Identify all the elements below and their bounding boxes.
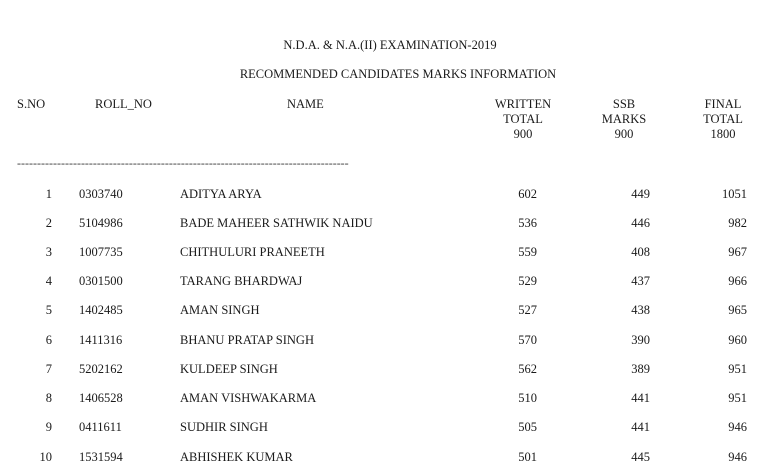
cell-ssb: 389 — [631, 362, 650, 376]
cell-written: 529 — [518, 274, 537, 288]
header-final-total — [698, 97, 748, 142]
cell-ssb: 445 — [631, 450, 650, 464]
cell-name: SUDHIR SINGH — [180, 420, 268, 434]
cell-name: BADE MAHEER SATHWIK NAIDU — [180, 216, 373, 230]
cell-roll-no: 1531594 — [79, 450, 123, 464]
cell-ssb: 437 — [631, 274, 650, 288]
table-row — [0, 216, 768, 232]
cell-ssb: 441 — [631, 420, 650, 434]
table-row — [0, 420, 768, 436]
cell-final: 1051 — [722, 187, 747, 201]
cell-ssb: 438 — [631, 303, 650, 317]
cell-written: 527 — [518, 303, 537, 317]
cell-final: 965 — [728, 303, 747, 317]
cell-name: ABHISHEK KUMAR — [180, 450, 293, 464]
cell-ssb: 441 — [631, 391, 650, 405]
header-ssb-line1: SSB — [612, 97, 636, 111]
header-roll-no: ROLL_NO — [95, 97, 152, 111]
cell-written: 536 — [518, 216, 537, 230]
cell-roll-no: 5104986 — [79, 216, 123, 230]
cell-roll-no: 5202162 — [79, 362, 123, 376]
table-row — [0, 450, 768, 466]
cell-final: 982 — [728, 216, 747, 230]
cell-final: 967 — [728, 245, 747, 259]
table-row — [0, 391, 768, 407]
header-sno: S.NO — [17, 97, 46, 111]
cell-ssb: 408 — [631, 245, 650, 259]
cell-name: BHANU PRATAP SINGH — [180, 333, 314, 347]
cell-name: TARANG BHARDWAJ — [180, 274, 303, 288]
cell-written: 505 — [518, 420, 537, 434]
header-ssb-line2: MARKS — [601, 112, 647, 126]
header-name: NAME — [287, 97, 324, 111]
header-written-line2: TOTAL — [503, 112, 543, 126]
cell-sno: 7 — [45, 362, 52, 376]
header-written-total — [488, 97, 558, 142]
table-row — [0, 362, 768, 378]
table-row — [0, 187, 768, 203]
cell-name: CHITHULURI PRANEETH — [180, 245, 325, 259]
cell-ssb: 446 — [631, 216, 650, 230]
cell-written: 501 — [518, 450, 537, 464]
cell-sno: 8 — [45, 391, 52, 405]
header-final-line1: FINAL — [704, 97, 742, 111]
cell-roll-no: 1007735 — [79, 245, 123, 259]
cell-written: 570 — [518, 333, 537, 347]
cell-final: 946 — [728, 420, 747, 434]
cell-ssb: 390 — [631, 333, 650, 347]
cell-sno: 3 — [45, 245, 52, 259]
cell-roll-no: 0303740 — [79, 187, 123, 201]
cell-written: 602 — [518, 187, 537, 201]
cell-ssb: 449 — [631, 187, 650, 201]
cell-sno: 5 — [45, 303, 52, 317]
table-row — [0, 303, 768, 319]
cell-written: 559 — [518, 245, 537, 259]
cell-final: 951 — [728, 391, 747, 405]
document-subtitle: RECOMMENDED CANDIDATES MARKS INFORMATION — [239, 67, 557, 81]
document-title: N.D.A. & N.A.(II) EXAMINATION-2019 — [283, 38, 497, 52]
table-row — [0, 245, 768, 261]
header-final-line2: TOTAL — [703, 112, 743, 126]
cell-name: ADITYA ARYA — [180, 187, 262, 201]
cell-final: 951 — [728, 362, 747, 376]
table-row — [0, 274, 768, 290]
cell-final: 966 — [728, 274, 747, 288]
header-ssb-marks — [599, 97, 649, 142]
cell-roll-no: 1406528 — [79, 391, 123, 405]
cell-sno: 1 — [45, 187, 52, 201]
table-row — [0, 333, 768, 349]
cell-name: KULDEEP SINGH — [180, 362, 278, 376]
cell-final: 960 — [728, 333, 747, 347]
dashed-divider: ----------------------------------------------------------------------------------- — [17, 156, 349, 170]
cell-roll-no: 1402485 — [79, 303, 123, 317]
cell-roll-no: 0301500 — [79, 274, 123, 288]
header-ssb-max: 900 — [614, 127, 634, 141]
cell-sno: 10 — [39, 450, 52, 464]
cell-sno: 9 — [45, 420, 52, 434]
cell-final: 946 — [728, 450, 747, 464]
cell-roll-no: 1411316 — [79, 333, 123, 347]
header-written-line1: WRITTEN — [494, 97, 552, 111]
cell-roll-no: 0411611 — [79, 420, 122, 434]
cell-written: 562 — [518, 362, 537, 376]
cell-sno: 6 — [45, 333, 52, 347]
header-written-max: 900 — [513, 127, 533, 141]
cell-name: AMAN SINGH — [180, 303, 260, 317]
cell-sno: 2 — [45, 216, 52, 230]
cell-written: 510 — [518, 391, 537, 405]
cell-sno: 4 — [45, 274, 52, 288]
header-final-max: 1800 — [710, 127, 736, 141]
cell-name: AMAN VISHWAKARMA — [180, 391, 317, 405]
